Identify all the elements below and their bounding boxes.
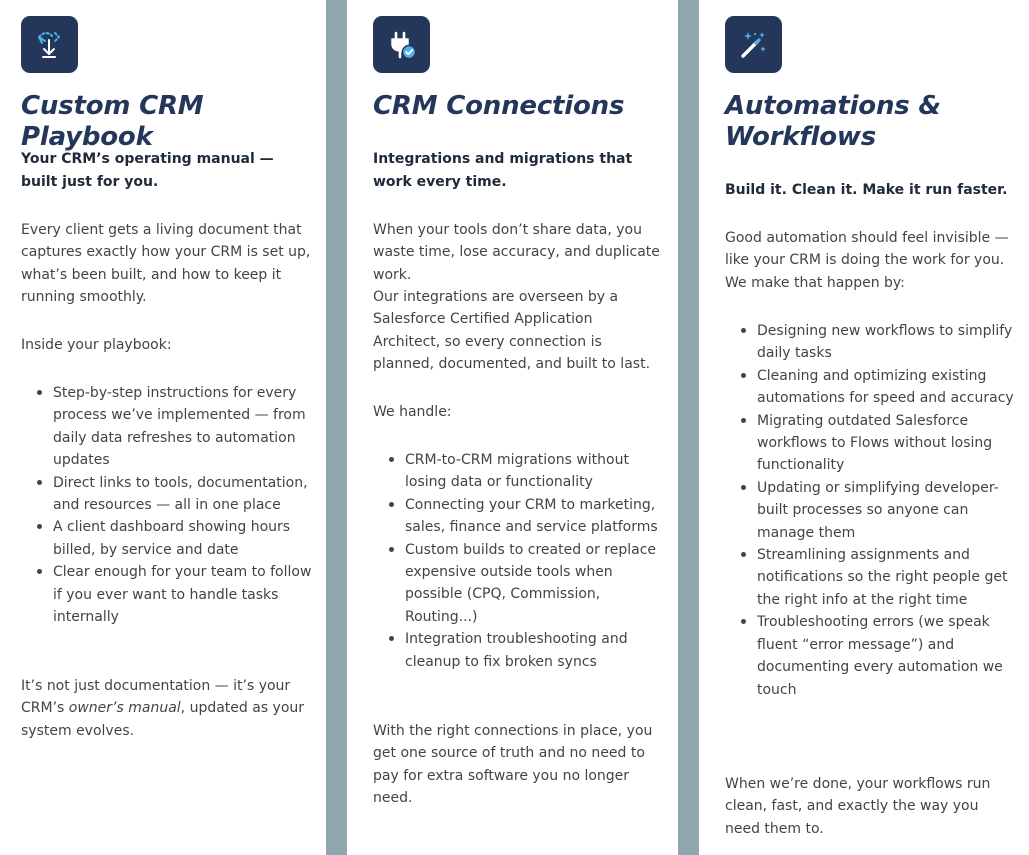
magic-wand-icon [725, 16, 782, 73]
card-subtitle: Build it. Clean it. Make it run faster. [725, 182, 1008, 198]
list-item: Step-by-step instructions for every process we’ve implemented — from daily data refreshes to automation updates [21, 382, 316, 472]
list-item: Updating or simplifying developer-built processes so anyone can manage them [725, 477, 1025, 544]
closing-text-end: , updated as your system evolves. [21, 700, 305, 739]
closing-text: It’s not just documentation — it’s your CRM’s [21, 678, 291, 717]
card-subtitle: Integrations and migrations that work every time. [373, 151, 633, 190]
playbook-download-icon [21, 16, 78, 73]
card-title: Custom CRM Playbook [21, 91, 204, 152]
card-subtitle: Your CRM’s operating manual — built just for you. [21, 151, 274, 190]
list-item: Direct links to tools, documentation, and resources — all in one place [21, 472, 316, 517]
card-crm-connections [347, 0, 678, 855]
card-closing: When we’re done, your workflows run clean, fast, and exactly the way you need them to. [725, 776, 991, 837]
feature-list [725, 320, 1025, 701]
card-title: Automations & Workflows [725, 91, 941, 152]
list-item: Migrating outdated Salesforce workflows to Flows without losing functionality [725, 410, 1025, 477]
card-intro: Every client gets a living document that captures exactly how your CRM is set up, what’s been built, and how to keep it running smoothly. [21, 222, 311, 306]
list-item: Streamlining assignments and notifications so the right people get the right info at the right time [725, 544, 1025, 611]
list-item: Cleaning and optimizing existing automations for speed and accuracy [725, 365, 1025, 410]
list-item: A client dashboard showing hours billed, by service and date [21, 516, 316, 561]
card-intro-architect: Our integrations are overseen by a Salesforce Certified Application Architect, so every connection is planned, documented, and built to last. [373, 289, 651, 373]
list-item: Custom builds to created or replace expensive outside tools when possible (CPQ, Commission, Routing...) [373, 539, 671, 629]
list-item: Troubleshooting errors (we speak fluent “error message”) and documenting every automation we touch [725, 611, 1025, 701]
feature-list [373, 449, 671, 673]
feature-list [21, 382, 316, 628]
list-item: Integration troubleshooting and cleanup to fix broken syncs [373, 628, 671, 673]
list-heading: Inside your playbook: [21, 337, 172, 353]
card-title: CRM Connections [373, 91, 625, 121]
list-item: Connecting your CRM to marketing, sales, finance and service platforms [373, 494, 671, 539]
card-closing: With the right connections in place, you get one source of truth and no need to pay for extra software you no longer need. [373, 723, 653, 807]
list-item: CRM-to-CRM migrations without losing data or functionality [373, 449, 671, 494]
card-closing [21, 675, 311, 742]
card-automations-workflows [699, 0, 1029, 855]
plug-check-icon [373, 16, 430, 73]
list-heading: We handle: [373, 404, 452, 420]
card-intro: Good automation should feel invisible — like your CRM is doing the work for you. We make that happen by: [725, 230, 1009, 291]
card-custom-crm-playbook [0, 0, 326, 855]
list-item: Clear enough for your team to follow if you ever want to handle tasks internally [21, 561, 316, 628]
card-intro: When your tools don’t share data, you waste time, lose accuracy, and duplicate work. [373, 222, 660, 283]
closing-emphasis: owner’s manual [68, 700, 181, 717]
list-item: Designing new workflows to simplify daily tasks [725, 320, 1025, 365]
